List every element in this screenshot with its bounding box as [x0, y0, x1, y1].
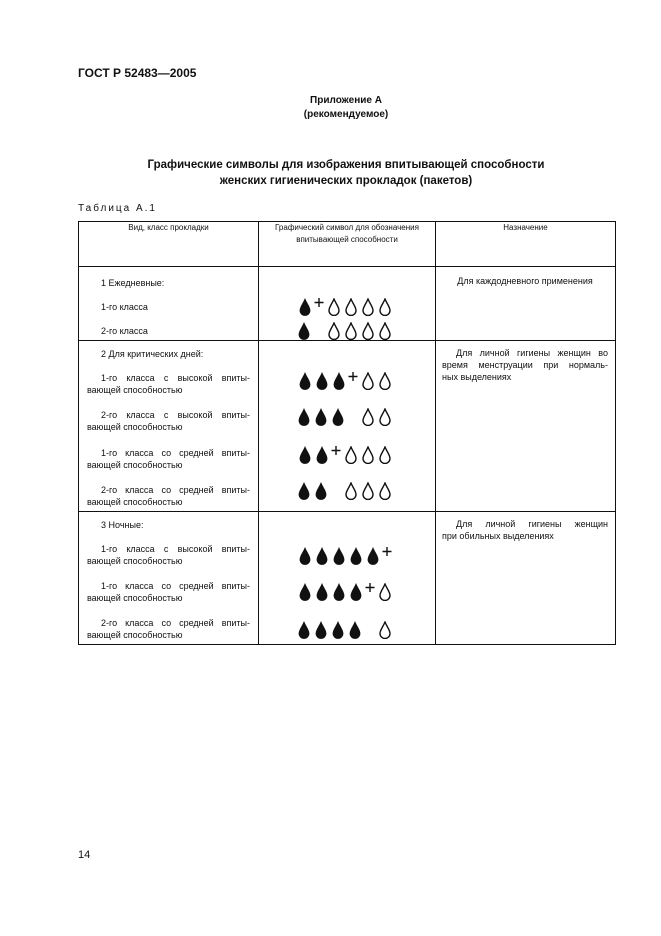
table-label: Таблица А.1	[78, 203, 157, 214]
row-class-label: 2-го класса	[101, 326, 148, 336]
empty-drop-icon	[345, 298, 357, 316]
plus-icon	[365, 583, 375, 601]
filled-drop-icon	[333, 372, 345, 390]
filled-drop-icon	[315, 482, 327, 500]
empty-drop-icon	[379, 408, 391, 426]
filled-drop-icon	[299, 372, 311, 390]
group-night-symbol-cell	[259, 512, 436, 645]
document-code: ГОСТ Р 52483—2005	[78, 66, 197, 80]
row-class-label	[87, 484, 250, 508]
group-critical-purpose-cell	[436, 341, 616, 512]
symbol-gap	[366, 621, 379, 639]
empty-drop-icon	[345, 482, 357, 500]
empty-drop-icon	[379, 621, 391, 639]
plus-icon	[382, 547, 392, 565]
group-night	[79, 512, 616, 645]
filled-drop-icon	[333, 547, 345, 565]
heading-line-2: женских гигиенических прокладок (пакетов)	[219, 175, 473, 187]
column-header-symbol-line-2: впитывающей способности	[296, 235, 398, 244]
row-class-label	[87, 447, 250, 471]
row-class-line-1: 1-го класса с высокой впиты-	[101, 544, 250, 554]
row-class-line-2: вающей способностью	[87, 593, 183, 603]
symbols-table	[78, 221, 616, 645]
filled-drop-icon	[298, 408, 310, 426]
row-class-line-1: 1-го класса с высокой впиты-	[101, 373, 250, 383]
symbol-gap	[349, 408, 362, 426]
symbol-row	[259, 408, 435, 426]
row-class-line-2: вающей способностью	[87, 385, 183, 395]
row-class-line-2: вающей способностью	[87, 497, 183, 507]
symbol-gap	[315, 322, 328, 340]
purpose-text	[442, 518, 608, 542]
filled-drop-icon	[332, 408, 344, 426]
symbol-row	[259, 547, 435, 565]
plus-icon	[331, 446, 341, 464]
purpose-line: Для личной гигиены женщин во	[456, 348, 608, 358]
column-header-purpose: Назначение	[436, 222, 616, 267]
group-title: 3 Ночные:	[101, 520, 144, 530]
empty-drop-icon	[379, 298, 391, 316]
empty-drop-icon	[345, 446, 357, 464]
annex-subtitle: (рекомендуемое)	[303, 109, 389, 120]
empty-drop-icon	[362, 482, 374, 500]
plus-icon	[314, 298, 324, 316]
empty-drop-icon	[379, 372, 391, 390]
filled-drop-icon	[316, 372, 328, 390]
empty-drop-icon	[328, 322, 340, 340]
filled-drop-icon	[315, 621, 327, 639]
row-class-label	[87, 409, 250, 433]
row-class-line-1: 1-го класса со средней впиты-	[101, 448, 250, 458]
purpose-line: время менструации при нормаль-	[442, 360, 608, 370]
filled-drop-icon	[316, 547, 328, 565]
table-header-row	[79, 222, 616, 267]
filled-drop-icon	[350, 583, 362, 601]
purpose-line: при обильных выделениях	[442, 531, 554, 541]
empty-drop-icon	[379, 482, 391, 500]
empty-drop-icon	[362, 372, 374, 390]
symbol-gap	[332, 482, 345, 500]
column-header-type: Вид, класс прокладки	[79, 222, 259, 267]
row-class-label	[87, 372, 250, 396]
filled-drop-icon	[299, 298, 311, 316]
group-title: 2 Для критических дней:	[101, 349, 204, 359]
empty-drop-icon	[345, 322, 357, 340]
row-class-label: 1-го класса	[101, 302, 148, 312]
row-class-line-2: вающей способностью	[87, 422, 183, 432]
page-number: 14	[78, 849, 91, 861]
row-class-label	[87, 543, 250, 567]
empty-drop-icon	[328, 298, 340, 316]
group-night-purpose-cell	[436, 512, 616, 645]
filled-drop-icon	[316, 583, 328, 601]
group-critical-symbol-cell	[259, 341, 436, 512]
empty-drop-icon	[362, 322, 374, 340]
empty-drop-icon	[379, 322, 391, 340]
purpose-line: Для личной гигиены женщин	[456, 519, 608, 529]
filled-drop-icon	[298, 322, 310, 340]
purpose-line: ных выделениях	[442, 372, 512, 382]
group-night-type-cell	[79, 512, 259, 645]
symbol-row	[259, 482, 435, 500]
filled-drop-icon	[367, 547, 379, 565]
empty-drop-icon	[362, 408, 374, 426]
row-class-line-1: 1-го класса со средней впиты-	[101, 581, 250, 591]
empty-drop-icon	[379, 446, 391, 464]
symbol-row	[259, 372, 435, 390]
filled-drop-icon	[298, 621, 310, 639]
group-critical-days	[79, 341, 616, 512]
group-critical-type-cell	[79, 341, 259, 512]
column-header-symbol	[259, 222, 436, 267]
filled-drop-icon	[349, 621, 361, 639]
column-header-symbol-line-1: Графический символ для обозначения	[275, 223, 419, 232]
row-class-line-2: вающей способностью	[87, 460, 183, 470]
row-class-label	[87, 580, 250, 604]
filled-drop-icon	[299, 547, 311, 565]
filled-drop-icon	[333, 583, 345, 601]
symbol-row	[259, 298, 435, 316]
row-class-line-2: вающей способностью	[87, 630, 183, 640]
symbol-row	[259, 621, 435, 639]
filled-drop-icon	[299, 446, 311, 464]
group-daily-symbol-cell	[259, 267, 436, 341]
heading-line-1: Графические символы для изображения впитывающей способности	[147, 159, 545, 171]
filled-drop-icon	[315, 408, 327, 426]
filled-drop-icon	[332, 621, 344, 639]
row-class-line-1: 2-го класса с высокой впиты-	[101, 410, 250, 420]
empty-drop-icon	[362, 298, 374, 316]
filled-drop-icon	[350, 547, 362, 565]
empty-drop-icon	[362, 446, 374, 464]
plus-icon	[348, 372, 358, 390]
symbol-row	[259, 446, 435, 464]
group-daily-type-cell	[79, 267, 259, 341]
row-class-line-1: 2-го класса со средней впиты-	[101, 618, 250, 628]
annex-title: Приложение А	[310, 95, 382, 106]
purpose-text	[442, 347, 608, 383]
symbol-row	[259, 583, 435, 601]
empty-drop-icon	[379, 583, 391, 601]
purpose-line: Для каждодневного применения	[457, 276, 593, 286]
row-class-line-2: вающей способностью	[87, 556, 183, 566]
filled-drop-icon	[298, 482, 310, 500]
row-class-label	[87, 617, 250, 641]
group-daily-purpose-cell	[436, 267, 616, 341]
filled-drop-icon	[299, 583, 311, 601]
row-class-line-1: 2-го класса со средней впиты-	[101, 485, 250, 495]
group-title: 1 Ежедневные:	[101, 278, 165, 288]
group-daily	[79, 267, 616, 341]
filled-drop-icon	[316, 446, 328, 464]
symbol-row	[259, 322, 435, 340]
purpose-text	[442, 275, 608, 287]
